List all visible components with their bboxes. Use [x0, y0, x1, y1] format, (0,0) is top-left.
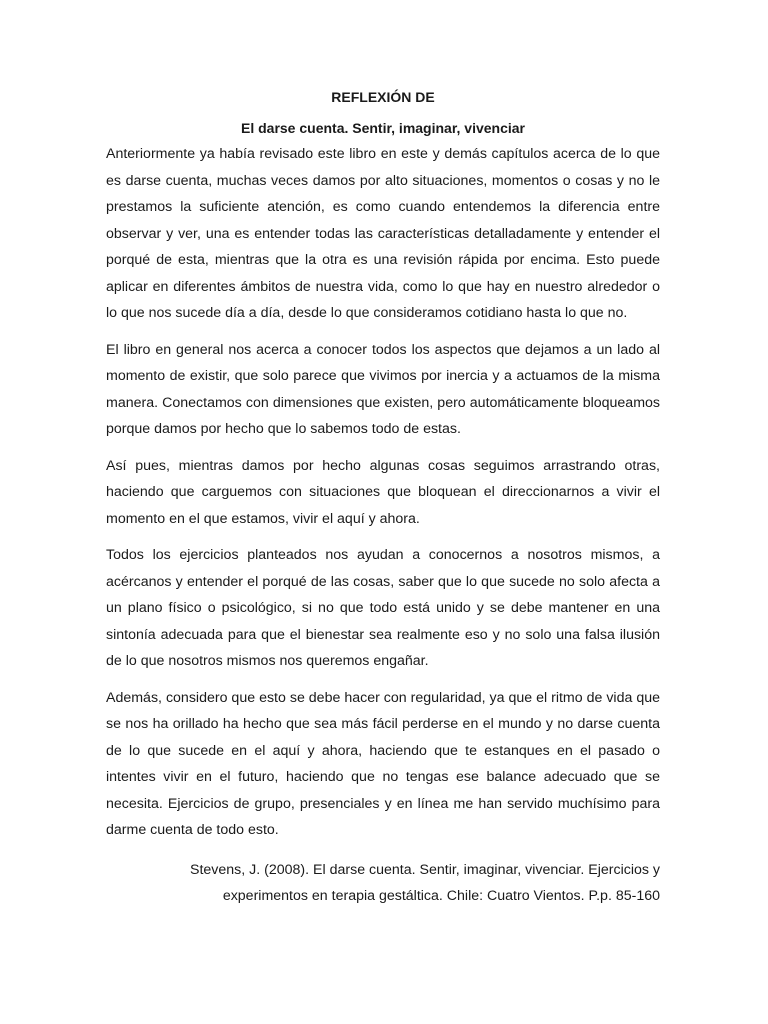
paragraph-5: Además, considero que esto se debe hacer con regularidad, ya que el ritmo de vida que se nos ha orillado ha hecho que sea más fácil perderse en el mundo y no darse cuenta de lo que sucede en el aquí y ahora, haciendo que te estanques en el pasado o intentes vivir en el futuro, haciendo que no tengas ese balance adecuado que se necesita. Ejercicios de grupo, presenciales y en línea me han servido muchísimo para darme cuenta de todo esto. [106, 689, 660, 838]
document-page [106, 88, 660, 910]
paragraph-1: Anteriormente ya había revisado este libro en este y demás capítulos acerca de lo que es darse cuenta, muchas veces damos por alto situaciones, momentos o cosas y no le prestamos la suficiente atención, es como cuando entendemos la diferencia entre observar y ver, una es entender todas las características detalladamente y entender el porqué de esta, mientras que la otra es una revisión rápida por encima. Esto puede aplicar en diferentes ámbitos de nuestra vida, como lo que hay en nuestro alrededor o lo que nos sucede día a día, desde lo que consideramos cotidiano hasta lo que no. [106, 146, 660, 321]
document-title: REFLEXIÓN DE [331, 89, 435, 105]
paragraph-4: Todos los ejercicios planteados nos ayudan a conocernos a nosotros mismos, a acércanos y entender el porqué de las cosas, saber que lo que sucede no solo afecta a un plano físico o psicológico, si no que todo está unido y se debe mantener en una sintonía adecuada para que el bienestar sea realmente eso y no solo una falsa ilusión de lo que nosotros mismos nos queremos engañar. [106, 547, 660, 669]
paragraph-3: Así pues, mientras damos por hecho algunas cosas seguimos arrastrando otras, haciendo que carguemos con situaciones que bloquean el direccionarnos a vivir el momento en el que estamos, vivir el aquí y ahora. [106, 457, 660, 527]
bibliographic-reference [106, 857, 660, 910]
paragraph-2: El libro en general nos acerca a conocer todos los aspectos que dejamos a un lado al momento de existir, que solo parece que vivimos por inercia y a actuamos de la misma manera. Conectamos con dimensiones que existen, pero automáticamente bloqueamos porque damos por hecho que lo sabemos todo de estas. [106, 341, 660, 437]
reference-line-2: experimentos en terapia gestáltica. Chile: Cuatro Vientos. P.p. 85-160 [222, 888, 660, 904]
document-subtitle: El darse cuenta. Sentir, imaginar, vivenciar [240, 120, 526, 136]
reference-line-1: Stevens, J. (2008). El darse cuenta. Sentir, imaginar, vivenciar. Ejercicios y [190, 861, 660, 878]
